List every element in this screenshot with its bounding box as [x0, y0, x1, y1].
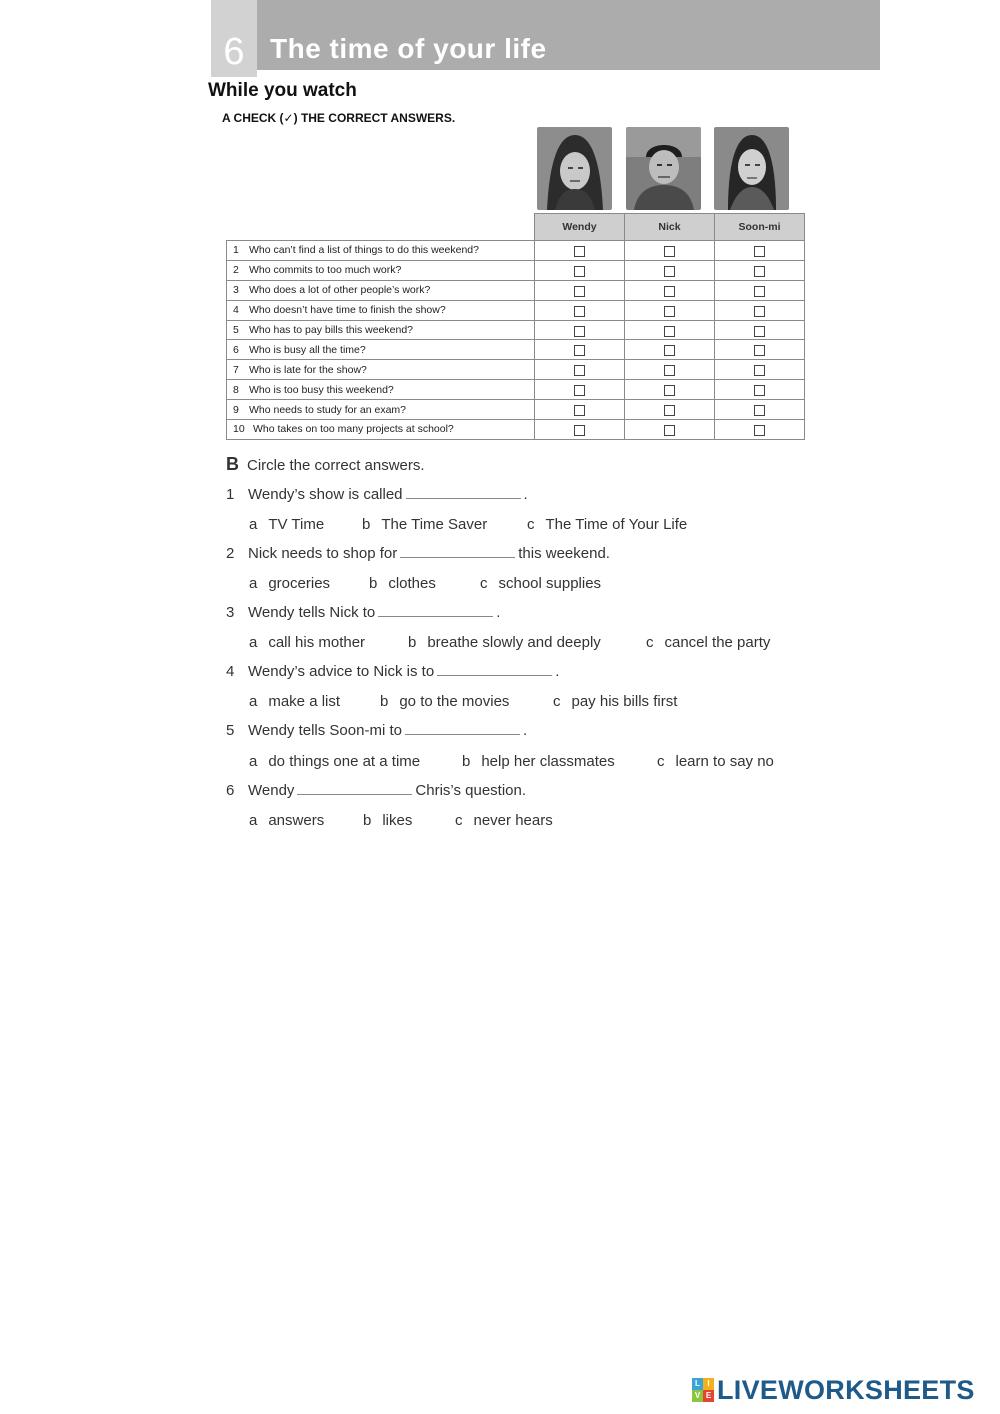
- checkbox-nick[interactable]: [664, 326, 675, 337]
- option-text: go to the movies: [399, 693, 510, 710]
- item-number: 4: [226, 663, 235, 680]
- item-text-before: Wendy’s show is called: [248, 486, 403, 503]
- checkbox-nick[interactable]: [664, 266, 675, 277]
- checkbox-wendy[interactable]: [574, 306, 585, 317]
- check-cell: [715, 320, 805, 340]
- logo-tile: L: [692, 1378, 703, 1390]
- unit-title: The time of your life: [270, 33, 547, 64]
- option-b[interactable]: [380, 693, 509, 710]
- checkbox-wendy[interactable]: [574, 326, 585, 337]
- option-letter: c: [657, 753, 665, 770]
- check-cell: [535, 380, 625, 400]
- question-item: [226, 663, 559, 680]
- item-number: 2: [226, 545, 235, 562]
- option-b[interactable]: [408, 634, 601, 651]
- check-cell: [625, 420, 715, 440]
- nick-photo: [626, 127, 701, 210]
- answer-blank[interactable]: [400, 545, 515, 558]
- question-item: [226, 722, 527, 739]
- header-blank: [227, 214, 535, 241]
- option-letter: a: [249, 634, 258, 651]
- option-letter: c: [527, 516, 535, 533]
- question-text: Who needs to study for an exam?: [249, 403, 407, 416]
- unit-number: 6: [223, 31, 245, 73]
- option-c[interactable]: [646, 634, 770, 651]
- check-cell: [715, 340, 805, 360]
- option-c[interactable]: [527, 516, 687, 533]
- soon-mi-photo: [714, 127, 789, 210]
- checkbox-wendy[interactable]: [574, 385, 585, 396]
- option-b[interactable]: [462, 753, 615, 770]
- item-text-after: this weekend.: [518, 545, 610, 562]
- item-number: 5: [226, 722, 235, 739]
- option-letter: a: [249, 693, 258, 710]
- question-cell: [227, 280, 535, 300]
- option-letter: a: [249, 516, 258, 533]
- table-row: [227, 300, 805, 320]
- question-text: Who doesn’t have time to finish the show?: [249, 304, 446, 317]
- option-letter: b: [408, 634, 417, 651]
- item-number: 1: [226, 486, 235, 503]
- checkbox-nick[interactable]: [664, 345, 675, 356]
- option-c[interactable]: [657, 753, 774, 770]
- table-row: [227, 380, 805, 400]
- checkbox-wendy[interactable]: [574, 246, 585, 257]
- option-text: help her classmates: [481, 753, 615, 770]
- option-text: The Time Saver: [381, 516, 488, 533]
- checkbox-wendy[interactable]: [574, 286, 585, 297]
- question-item: [226, 782, 526, 799]
- question-text: Who commits to too much work?: [249, 264, 402, 277]
- item-text-after: Chris’s question.: [415, 782, 527, 799]
- option-letter: c: [646, 634, 654, 651]
- check-cell: [535, 420, 625, 440]
- option-text: breathe slowly and deeply: [427, 634, 601, 651]
- question-number: 8: [233, 383, 239, 396]
- option-b[interactable]: [363, 812, 412, 829]
- answer-blank[interactable]: [297, 782, 412, 795]
- checkbox-nick[interactable]: [664, 286, 675, 297]
- logo-tile: E: [703, 1390, 714, 1402]
- answer-grid: [226, 213, 805, 440]
- checkbox-soon-mi[interactable]: [754, 266, 765, 277]
- table-header-row: [227, 214, 805, 241]
- check-cell: [535, 320, 625, 340]
- check-cell: [535, 360, 625, 380]
- check-cell: [625, 340, 715, 360]
- question-cell: [227, 420, 535, 440]
- part-b-instruction: Circle the correct answers.: [247, 457, 425, 474]
- item-text-before: Wendy tells Nick to: [248, 604, 376, 621]
- check-cell: [625, 320, 715, 340]
- option-text: make a list: [268, 693, 341, 710]
- answer-blank[interactable]: [378, 604, 493, 617]
- checkbox-nick[interactable]: [664, 405, 675, 416]
- check-cell: [535, 300, 625, 320]
- question-cell: [227, 300, 535, 320]
- option-a[interactable]: [249, 753, 420, 770]
- check-cell: [715, 360, 805, 380]
- check-cell: [715, 400, 805, 420]
- checkbox-nick[interactable]: [664, 425, 675, 436]
- question-text: Who is too busy this weekend?: [249, 383, 394, 396]
- option-c[interactable]: [480, 575, 601, 592]
- question-text: Who has to pay bills this weekend?: [249, 324, 414, 336]
- option-letter: b: [363, 812, 372, 829]
- answer-blank[interactable]: [405, 722, 520, 735]
- part-b-letter: B: [226, 454, 239, 474]
- item-text-before: Wendy tells Soon-mi to: [248, 722, 402, 739]
- question-item: [226, 545, 610, 562]
- check-cell: [715, 300, 805, 320]
- option-text: answers: [268, 812, 325, 829]
- question-item: [226, 486, 528, 503]
- question-cell: [227, 320, 535, 340]
- table-row: [227, 260, 805, 280]
- question-cell: [227, 380, 535, 400]
- question-number: 3: [233, 284, 239, 297]
- option-letter: a: [249, 812, 258, 829]
- checkbox-wendy[interactable]: [574, 345, 585, 356]
- checkbox-soon-mi[interactable]: [754, 405, 765, 416]
- column-header-wendy: Wendy: [535, 214, 625, 241]
- checkbox-soon-mi[interactable]: [754, 246, 765, 257]
- answer-blank[interactable]: [406, 486, 521, 499]
- option-b[interactable]: [362, 516, 487, 533]
- check-cell: [535, 260, 625, 280]
- item-number: 6: [226, 782, 235, 799]
- table-row: [227, 241, 805, 261]
- option-letter: c: [480, 575, 488, 592]
- option-letter: b: [369, 575, 378, 592]
- item-text-after: .: [523, 486, 528, 503]
- question-text: Who is late for the show?: [249, 363, 367, 376]
- checkbox-wendy[interactable]: [574, 425, 585, 436]
- option-c[interactable]: [553, 693, 677, 710]
- option-letter: c: [553, 693, 561, 710]
- checkbox-soon-mi[interactable]: [754, 425, 765, 436]
- part-a-instruction: A CHECK (✓) THE CORRECT ANSWERS.: [222, 111, 456, 125]
- item-text-after: .: [555, 663, 560, 680]
- check-cell: [625, 360, 715, 380]
- item-number: 3: [226, 604, 235, 621]
- checkbox-soon-mi[interactable]: [754, 365, 765, 376]
- question-text: Who can’t find a list of things to do this weekend?: [249, 244, 479, 257]
- check-cell: [625, 300, 715, 320]
- check-cell: [535, 340, 625, 360]
- checkbox-nick[interactable]: [664, 385, 675, 396]
- option-text: groceries: [268, 575, 331, 592]
- question-item: [226, 604, 500, 621]
- check-cell: [715, 260, 805, 280]
- item-text-before: Nick needs to shop for: [248, 545, 398, 562]
- table-row: [227, 360, 805, 380]
- section-title: While you watch: [208, 80, 357, 101]
- question-text: Who is busy all the time?: [249, 343, 366, 356]
- option-text: learn to say no: [675, 753, 774, 770]
- option-letter: a: [249, 575, 258, 592]
- option-text: pay his bills first: [571, 693, 678, 710]
- option-a[interactable]: [249, 693, 340, 710]
- question-text: Who takes on too many projects at school?: [253, 423, 454, 436]
- option-letter: b: [380, 693, 389, 710]
- checkbox-soon-mi[interactable]: [754, 326, 765, 337]
- table-row: [227, 320, 805, 340]
- option-text: school supplies: [498, 575, 602, 592]
- wendy-photo: [537, 127, 612, 210]
- checkbox-wendy[interactable]: [574, 266, 585, 277]
- checkbox-nick[interactable]: [664, 246, 675, 257]
- logo-text: LIVEWORKSHEETS: [717, 1374, 975, 1405]
- question-number: 6: [233, 343, 239, 356]
- check-cell: [625, 241, 715, 261]
- question-text: Who does a lot of other people’s work?: [249, 284, 431, 297]
- question-cell: [227, 400, 535, 420]
- item-text-before: Wendy: [248, 782, 295, 799]
- option-text: The Time of Your Life: [545, 516, 688, 533]
- check-cell: [715, 241, 805, 261]
- check-cell: [625, 260, 715, 280]
- check-cell: [715, 420, 805, 440]
- liveworksheets-logo-icon: [692, 1378, 714, 1402]
- option-b[interactable]: [369, 575, 436, 592]
- answer-blank[interactable]: [437, 663, 552, 676]
- question-number: 7: [233, 363, 239, 376]
- option-letter: b: [362, 516, 371, 533]
- table-row: [227, 420, 805, 440]
- check-cell: [625, 380, 715, 400]
- option-text: cancel the party: [664, 634, 771, 651]
- column-header-nick: Nick: [625, 214, 715, 241]
- checkbox-soon-mi[interactable]: [754, 345, 765, 356]
- question-number: 5: [233, 324, 239, 336]
- check-cell: [715, 380, 805, 400]
- table-row: [227, 400, 805, 420]
- option-a[interactable]: [249, 634, 365, 651]
- option-text: clothes: [388, 575, 436, 592]
- check-cell: [715, 280, 805, 300]
- checkbox-soon-mi[interactable]: [754, 306, 765, 317]
- option-letter: c: [455, 812, 463, 829]
- item-text-after: .: [522, 722, 528, 739]
- option-text: TV Time: [268, 516, 325, 533]
- check-cell: [535, 280, 625, 300]
- option-a[interactable]: [249, 516, 324, 533]
- checkbox-soon-mi[interactable]: [754, 385, 765, 396]
- option-text: call his mother: [268, 634, 366, 651]
- option-letter: b: [462, 753, 471, 770]
- option-text: likes: [382, 812, 413, 829]
- checkbox-nick[interactable]: [664, 365, 675, 376]
- question-number: 2: [233, 264, 239, 277]
- question-number: 1: [233, 244, 239, 257]
- question-cell: [227, 360, 535, 380]
- option-letter: a: [249, 753, 258, 770]
- checkbox-wendy[interactable]: [574, 365, 585, 376]
- table-row: [227, 340, 805, 360]
- item-text-before: Wendy’s advice to Nick is to: [248, 663, 435, 680]
- question-cell: [227, 260, 535, 280]
- check-cell: [625, 400, 715, 420]
- question-number: 4: [233, 304, 239, 317]
- checkbox-wendy[interactable]: [574, 405, 585, 416]
- part-b-heading: [226, 454, 425, 475]
- question-cell: [227, 241, 535, 261]
- checkbox-nick[interactable]: [664, 306, 675, 317]
- table-row: [227, 280, 805, 300]
- option-a[interactable]: [249, 812, 324, 829]
- logo-tile: I: [703, 1378, 714, 1390]
- liveworksheets-logo[interactable]: [692, 1374, 975, 1406]
- checkbox-soon-mi[interactable]: [754, 286, 765, 297]
- question-number: 10: [233, 423, 245, 436]
- check-cell: [535, 241, 625, 261]
- check-cell: [625, 280, 715, 300]
- question-cell: [227, 340, 535, 360]
- check-cell: [535, 400, 625, 420]
- option-text: do things one at a time: [268, 753, 421, 770]
- question-number: 9: [233, 403, 239, 416]
- item-text-after: .: [496, 604, 501, 621]
- option-a[interactable]: [249, 575, 330, 592]
- option-text: never hears: [473, 812, 553, 829]
- column-header-soon-mi: Soon-mi: [715, 214, 805, 241]
- option-c[interactable]: [455, 812, 553, 829]
- logo-tile: V: [692, 1390, 703, 1402]
